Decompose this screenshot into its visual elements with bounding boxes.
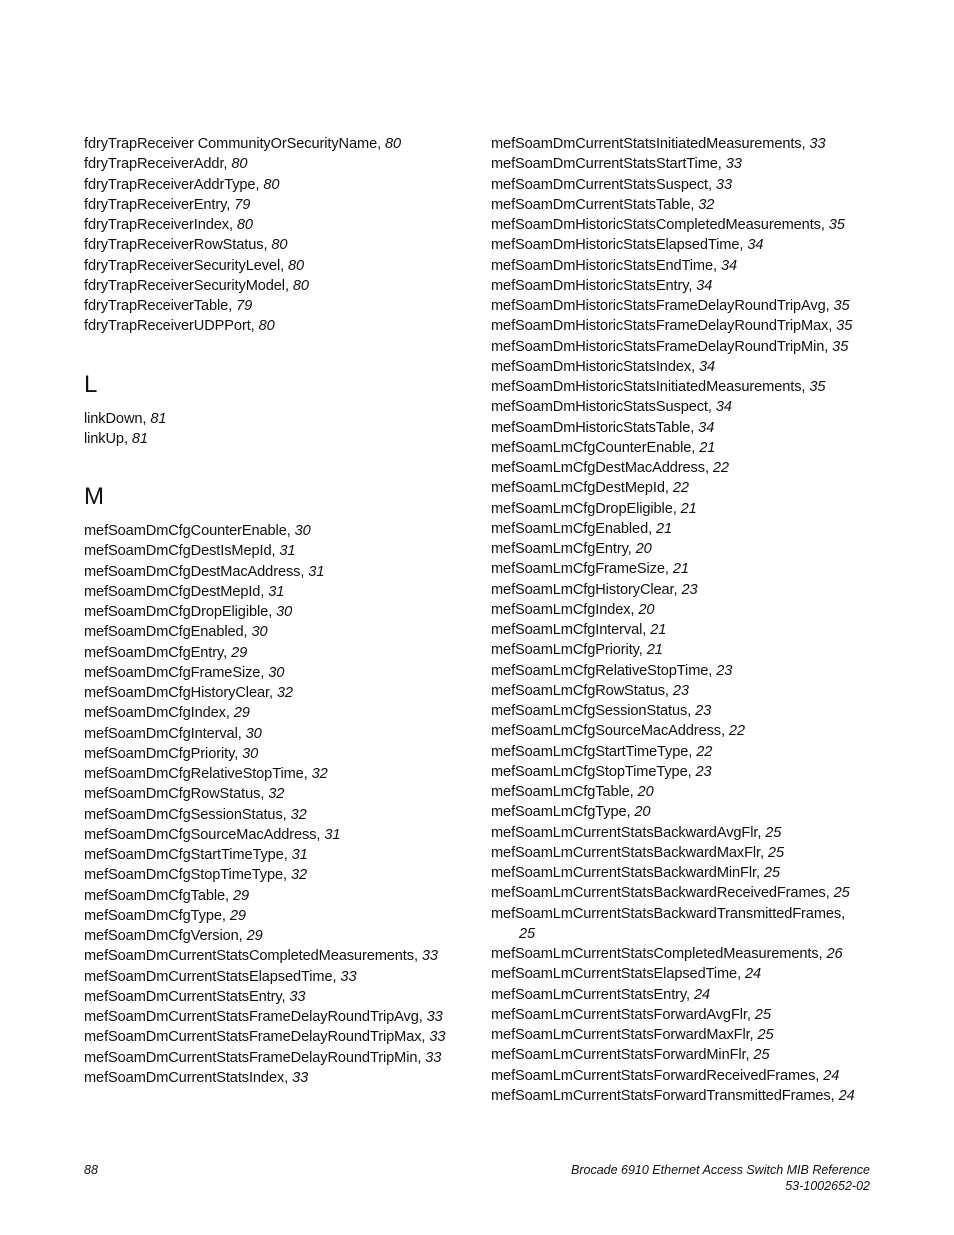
index-page-ref: 25 xyxy=(519,925,536,942)
index-page-ref: 31 xyxy=(308,563,325,580)
index-page-ref: 22 xyxy=(728,723,745,740)
index-entry: mefSoamDmCfgStopTimeType, 32 xyxy=(84,867,307,884)
index-term: mefSoamLmCurrentStatsBackwardMaxFlr xyxy=(491,844,760,861)
index-term: mefSoamDmCurrentStatsElapsedTime xyxy=(84,968,333,985)
index-term: mefSoamDmCurrentStatsFrameDelayRoundTripAvg xyxy=(84,1009,419,1025)
index-page-ref: 35 xyxy=(828,217,845,233)
index-page-ref: 34 xyxy=(747,237,764,254)
index-page-ref: 80 xyxy=(231,156,248,173)
index-term: mefSoamDmCfgSessionStatus xyxy=(84,806,283,823)
index-entry: mefSoamDmCfgTable, 29 xyxy=(84,887,250,904)
index-page-ref: 35 xyxy=(836,318,853,335)
index-page-ref: 29 xyxy=(246,928,263,944)
index-term: mefSoamLmCfgStartTimeType xyxy=(491,743,689,760)
index-term: mefSoamDmCfgRowStatus xyxy=(84,786,261,803)
document-footer xyxy=(571,1162,870,1194)
index-page-ref: 25 xyxy=(833,885,850,902)
index-entry: mefSoamLmCurrentStatsBackwardReceivedFrames, 25 xyxy=(491,885,850,902)
index-term: mefSoamLmCfgDestMacAddress xyxy=(491,460,705,476)
index-entry: mefSoamLmCurrentStatsBackwardTransmittedFrames, 25 xyxy=(491,904,891,945)
index-entry: mefSoamDmCfgSessionStatus, 32 xyxy=(84,806,307,823)
index-term: mefSoamDmCfgType xyxy=(84,907,222,924)
index-term: mefSoamLmCurrentStatsForwardAvgFlr xyxy=(491,1006,747,1023)
index-entry: mefSoamLmCfgTable, 20 xyxy=(491,784,654,800)
index-term: mefSoamDmCfgDestIsMepId xyxy=(84,543,272,560)
index-term: mefSoamDmCfgStopTimeType xyxy=(84,867,284,884)
index-entry: mefSoamDmCfgSourceMacAddress, 31 xyxy=(84,826,341,843)
index-page-ref: 23 xyxy=(695,703,712,719)
index-entry: linkUp, 81 xyxy=(84,430,148,447)
index-page-ref: 25 xyxy=(757,1027,774,1043)
index-page-ref: 35 xyxy=(833,298,850,314)
index-group-m-continued xyxy=(491,134,891,1106)
index-page-ref: 23 xyxy=(695,763,712,780)
index-entry: fdryTrapReceiverAddr, 80 xyxy=(84,156,248,173)
index-entry: mefSoamDmHistoricStatsFrameDelayRoundTripAvg, 35 xyxy=(491,298,850,314)
index-entry: mefSoamDmCfgFrameSize, 30 xyxy=(84,664,285,681)
index-page-ref: 30 xyxy=(251,624,268,641)
index-entry: mefSoamDmCfgDestMepId, 31 xyxy=(84,583,285,600)
index-page-ref: 80 xyxy=(263,176,280,193)
index-term: fdryTrapReceiverIndex xyxy=(84,217,229,233)
index-page-ref: 80 xyxy=(258,318,275,335)
index-page-ref: 33 xyxy=(715,176,732,193)
index-entry: fdryTrapReceiverAddrType, 80 xyxy=(84,176,280,193)
index-entry: mefSoamDmCfgStartTimeType, 31 xyxy=(84,847,308,863)
index-column-right xyxy=(491,134,891,1106)
index-term: linkDown xyxy=(84,410,143,427)
index-term: mefSoamDmCfgIndex xyxy=(84,705,226,722)
index-page-ref: 31 xyxy=(268,583,285,600)
index-page-ref: 35 xyxy=(832,338,849,355)
index-entry: mefSoamDmCurrentStatsStartTime, 33 xyxy=(491,156,742,173)
index-page-ref: 79 xyxy=(236,298,253,314)
index-page-ref: 20 xyxy=(635,541,652,557)
index-page-ref: 34 xyxy=(720,257,737,274)
index-page-ref: 32 xyxy=(276,685,293,701)
index-term: mefSoamDmHistoricStatsElapsedTime xyxy=(491,237,740,254)
index-term: mefSoamLmCfgType xyxy=(491,804,627,821)
index-term: mefSoamDmHistoricStatsSuspect xyxy=(491,399,708,416)
page-number: 88 xyxy=(84,1163,98,1177)
index-page-ref: 21 xyxy=(699,439,716,456)
index-page-ref: 31 xyxy=(279,543,296,560)
index-term: mefSoamLmCfgTable xyxy=(491,784,630,800)
index-page-ref: 25 xyxy=(767,844,784,861)
index-entry: mefSoamDmCurrentStatsFrameDelayRoundTripAvg, 33 xyxy=(84,1009,443,1025)
index-term: mefSoamDmCurrentStatsFrameDelayRoundTripMin xyxy=(84,1049,418,1066)
index-page-ref: 81 xyxy=(150,410,167,427)
index-term: mefSoamDmCurrentStatsIndex xyxy=(84,1069,285,1086)
index-entry: mefSoamLmCfgCounterEnable, 21 xyxy=(491,439,716,456)
index-term: mefSoamDmCfgTable xyxy=(84,887,226,904)
index-term: mefSoamDmCurrentStatsTable xyxy=(491,196,691,213)
index-entry: mefSoamDmCfgType, 29 xyxy=(84,907,246,924)
index-entry: mefSoamLmCfgRowStatus, 23 xyxy=(491,682,689,699)
index-entry: mefSoamLmCurrentStatsBackwardMinFlr, 25 xyxy=(491,865,780,881)
index-term: mefSoamLmCfgRelativeStopTime xyxy=(491,662,709,679)
index-group-f xyxy=(84,134,474,337)
index-page-ref: 81 xyxy=(131,430,148,447)
index-term: mefSoamLmCfgEntry xyxy=(491,541,628,557)
index-term: mefSoamLmCfgRowStatus xyxy=(491,682,665,699)
index-page-ref: 24 xyxy=(823,1067,840,1084)
index-page-ref: 33 xyxy=(292,1069,309,1086)
index-term: mefSoamDmHistoricStatsEntry xyxy=(491,277,689,294)
index-page-ref: 21 xyxy=(672,561,689,578)
index-term: mefSoamLmCfgInterval xyxy=(491,622,643,638)
index-page-ref: 24 xyxy=(745,966,762,983)
index-page-ref: 20 xyxy=(634,804,651,821)
index-term: mefSoamDmCfgFrameSize xyxy=(84,664,261,681)
index-term: mefSoamDmCurrentStatsCompletedMeasurements xyxy=(84,948,414,965)
index-entry: mefSoamDmCurrentStatsCompletedMeasurements, 33 xyxy=(84,948,438,965)
index-term: mefSoamDmHistoricStatsInitiatedMeasurements xyxy=(491,379,802,395)
index-term: mefSoamDmHistoricStatsCompletedMeasurements xyxy=(491,217,821,233)
index-entry: mefSoamLmCurrentStatsEntry, 24 xyxy=(491,986,710,1003)
index-page-ref: 29 xyxy=(233,705,250,722)
index-term: fdryTrapReceiverSecurityLevel xyxy=(84,257,281,274)
index-term: mefSoamLmCfgSourceMacAddress xyxy=(491,723,721,740)
index-entry: mefSoamDmCurrentStatsFrameDelayRoundTripMin, 33 xyxy=(84,1049,442,1066)
index-page-ref: 23 xyxy=(716,662,733,679)
index-entry: mefSoamDmCfgEntry, 29 xyxy=(84,644,248,661)
index-page-ref: 21 xyxy=(656,520,673,537)
index-entry: mefSoamLmCfgSourceMacAddress, 22 xyxy=(491,723,745,740)
index-page-ref: 33 xyxy=(340,968,357,985)
index-letter-heading-m: M xyxy=(84,483,104,510)
index-entry: mefSoamLmCfgEnabled, 21 xyxy=(491,520,673,537)
index-entry: mefSoamDmHistoricStatsIndex, 34 xyxy=(491,358,716,375)
index-entry: mefSoamLmCurrentStatsBackwardMaxFlr, 25 xyxy=(491,844,784,861)
index-page-ref: 34 xyxy=(698,358,716,375)
index-page-ref: 20 xyxy=(637,784,654,800)
index-page-ref: 80 xyxy=(385,136,402,152)
index-entry: mefSoamDmHistoricStatsEndTime, 34 xyxy=(491,257,737,274)
index-term: mefSoamLmCurrentStatsElapsedTime xyxy=(491,966,738,983)
index-page-ref: 80 xyxy=(236,217,253,233)
index-term: mefSoamLmCfgHistoryClear xyxy=(491,581,674,598)
index-page-ref: 31 xyxy=(291,847,308,863)
index-entry: fdryTrapReceiverSecurityModel, 80 xyxy=(84,277,309,294)
index-entry: mefSoamLmCfgType, 20 xyxy=(491,804,651,821)
index-page-ref: 25 xyxy=(753,1047,770,1064)
index-page-ref: 30 xyxy=(276,604,293,620)
index-entry: mefSoamLmCurrentStatsCompletedMeasurements, 26 xyxy=(491,946,843,962)
index-entry: mefSoamLmCfgStopTimeType, 23 xyxy=(491,763,712,780)
index-page-ref: 24 xyxy=(838,1087,855,1104)
index-term: fdryTrapReceiverRowStatus xyxy=(84,237,264,254)
index-page-ref: 33 xyxy=(421,948,438,965)
index-page-ref: 33 xyxy=(725,156,742,173)
index-page-ref: 25 xyxy=(754,1006,771,1023)
index-entry: mefSoamLmCfgSessionStatus, 23 xyxy=(491,703,712,719)
index-entry: mefSoamDmCfgHistoryClear, 32 xyxy=(84,685,293,701)
index-page-ref: 30 xyxy=(268,664,285,681)
index-term: mefSoamLmCfgSessionStatus xyxy=(491,703,688,719)
index-page-ref: 29 xyxy=(229,907,246,924)
index-term: mefSoamDmCurrentStatsEntry xyxy=(84,988,282,1005)
index-term: mefSoamLmCurrentStatsForwardMaxFlr xyxy=(491,1027,750,1043)
document-number: 53-1002652-02 xyxy=(785,1179,870,1193)
index-page-ref: 25 xyxy=(765,824,782,841)
index-page-ref: 25 xyxy=(763,865,780,881)
index-page-ref: 21 xyxy=(650,622,667,638)
index-entry: mefSoamDmCfgPriority, 30 xyxy=(84,745,259,762)
index-page-ref: 32 xyxy=(268,786,285,803)
index-term: mefSoamDmCfgEntry xyxy=(84,644,224,661)
index-term: fdryTrapReceiverAddr xyxy=(84,156,224,173)
index-term: mefSoamLmCurrentStatsForwardReceivedFrames xyxy=(491,1067,816,1084)
index-entry: mefSoamDmHistoricStatsInitiatedMeasurements, 35 xyxy=(491,379,826,395)
index-group-m xyxy=(84,521,474,1088)
index-page-ref: 23 xyxy=(681,581,698,598)
index-entry: mefSoamDmCfgDestIsMepId, 31 xyxy=(84,543,296,560)
index-entry: mefSoamDmCurrentStatsInitiatedMeasurements, 33 xyxy=(491,136,826,152)
index-page-ref: 33 xyxy=(426,1009,443,1025)
index-page-ref: 34 xyxy=(698,419,715,436)
index-page-ref: 22 xyxy=(712,460,729,476)
index-page-ref: 31 xyxy=(324,826,341,843)
index-entry: linkDown, 81 xyxy=(84,410,167,427)
index-entry: mefSoamLmCfgInterval, 21 xyxy=(491,622,667,638)
document-title: Brocade 6910 Ethernet Access Switch MIB Reference xyxy=(571,1163,870,1177)
index-term: mefSoamLmCurrentStatsForwardMinFlr xyxy=(491,1047,746,1064)
index-entry: mefSoamDmCfgInterval, 30 xyxy=(84,725,262,742)
index-entry: mefSoamLmCfgDropEligible, 21 xyxy=(491,500,697,517)
index-page-ref: 32 xyxy=(290,867,307,884)
index-page-ref: 32 xyxy=(290,806,307,823)
index-term: mefSoamDmHistoricStatsEndTime xyxy=(491,257,714,274)
index-term: fdryTrapReceiverSecurityModel xyxy=(84,277,285,294)
index-entry: mefSoamLmCfgHistoryClear, 23 xyxy=(491,581,698,598)
index-entry: mefSoamDmCfgCounterEnable, 30 xyxy=(84,523,311,539)
index-entry: mefSoamLmCfgRelativeStopTime, 23 xyxy=(491,662,733,679)
index-term: mefSoamLmCurrentStatsEntry xyxy=(491,986,687,1003)
index-entry: mefSoamLmCfgDestMacAddress, 22 xyxy=(491,460,729,476)
index-term: mefSoamDmCfgDestMepId xyxy=(84,583,261,600)
index-page-ref: 33 xyxy=(809,136,826,152)
index-term: mefSoamDmCfgStartTimeType xyxy=(84,847,284,863)
index-entry: fdryTrapReceiverTable, 79 xyxy=(84,298,253,314)
index-entry: mefSoamDmCurrentStatsEntry, 33 xyxy=(84,988,306,1005)
index-term: mefSoamLmCurrentStatsBackwardReceivedFrames xyxy=(491,885,826,902)
index-entry: mefSoamLmCfgIndex, 20 xyxy=(491,601,655,618)
index-term: mefSoamDmCfgInterval xyxy=(84,725,238,742)
index-entry: mefSoamDmHistoricStatsEntry, 34 xyxy=(491,277,713,294)
index-page-ref: 23 xyxy=(672,682,689,699)
index-entry: mefSoamDmCurrentStatsSuspect, 33 xyxy=(491,176,732,193)
index-entry: mefSoamDmHistoricStatsFrameDelayRoundTripMax, 35 xyxy=(491,318,853,335)
index-term: mefSoamLmCfgDropEligible xyxy=(491,500,673,517)
index-term: mefSoamLmCfgFrameSize xyxy=(491,561,665,578)
index-term: mefSoamDmHistoricStatsFrameDelayRoundTripAvg xyxy=(491,298,826,314)
index-page-ref: 21 xyxy=(680,500,697,517)
index-entry: fdryTrapReceiverIndex, 80 xyxy=(84,217,253,233)
index-page-ref: 29 xyxy=(231,644,248,661)
index-page-ref: 34 xyxy=(696,277,713,294)
index-term: mefSoamDmCfgHistoryClear xyxy=(84,685,269,701)
index-term: mefSoamDmCfgPriority xyxy=(84,745,235,762)
index-term: fdryTrapReceiver CommunityOrSecurityName xyxy=(84,136,378,152)
index-group-l xyxy=(84,409,474,450)
index-page-ref: 32 xyxy=(311,766,328,782)
index-entry: mefSoamLmCurrentStatsForwardMinFlr, 25 xyxy=(491,1047,770,1064)
index-term: fdryTrapReceiverUDPPort xyxy=(84,318,251,335)
index-page-ref: 33 xyxy=(289,988,306,1005)
index-entry: fdryTrapReceiverEntry, 79 xyxy=(84,196,251,213)
index-term: mefSoamDmCurrentStatsInitiatedMeasurements xyxy=(491,136,802,152)
index-entry: mefSoamLmCurrentStatsForwardTransmittedFrames, 24 xyxy=(491,1087,855,1104)
index-term: mefSoamLmCurrentStatsBackwardMinFlr xyxy=(491,865,756,881)
index-page-ref: 30 xyxy=(245,725,262,742)
index-term: mefSoamDmHistoricStatsFrameDelayRoundTripMin xyxy=(491,338,825,355)
index-term: mefSoamDmCfgCounterEnable xyxy=(84,523,287,539)
index-entry: mefSoamDmHistoricStatsFrameDelayRoundTripMin, 35 xyxy=(491,338,849,355)
index-page-ref: 79 xyxy=(234,196,251,213)
index-entry: mefSoamDmCurrentStatsIndex, 33 xyxy=(84,1069,309,1086)
index-entry: fdryTrapReceiver CommunityOrSecurityName, 80 xyxy=(84,136,402,152)
index-entry: mefSoamDmCfgIndex, 29 xyxy=(84,705,250,722)
index-entry: mefSoamDmCurrentStatsElapsedTime, 33 xyxy=(84,968,357,985)
index-page-ref: 35 xyxy=(809,379,826,395)
index-page-ref: 26 xyxy=(826,946,843,962)
index-page-ref: 32 xyxy=(698,196,715,213)
index-entry: mefSoamDmCurrentStatsFrameDelayRoundTripMax, 33 xyxy=(84,1029,446,1046)
index-term: mefSoamLmCurrentStatsBackwardTransmittedFrames xyxy=(491,905,842,922)
index-entry: mefSoamDmCfgDestMacAddress, 31 xyxy=(84,563,325,580)
index-entry: mefSoamLmCfgStartTimeType, 22 xyxy=(491,743,713,760)
index-term: mefSoamLmCfgPriority xyxy=(491,642,639,659)
index-entry: mefSoamDmHistoricStatsSuspect, 34 xyxy=(491,399,732,416)
index-term: mefSoamDmCfgSourceMacAddress xyxy=(84,826,317,843)
index-entry: mefSoamLmCurrentStatsElapsedTime, 24 xyxy=(491,966,762,983)
index-entry: mefSoamDmCfgRelativeStopTime, 32 xyxy=(84,766,328,782)
index-term: mefSoamDmCfgRelativeStopTime xyxy=(84,766,304,782)
index-term: mefSoamDmHistoricStatsIndex xyxy=(491,358,692,375)
index-page-ref: 33 xyxy=(429,1029,446,1046)
index-term: mefSoamLmCurrentStatsForwardTransmittedFrames xyxy=(491,1087,831,1104)
index-term: mefSoamDmHistoricStatsTable xyxy=(491,419,691,436)
index-entry: mefSoamDmCurrentStatsTable, 32 xyxy=(491,196,715,213)
index-entry: mefSoamLmCfgEntry, 20 xyxy=(491,541,652,557)
index-term: mefSoamDmCfgVersion xyxy=(84,928,239,944)
index-page-ref: 34 xyxy=(715,399,732,416)
index-entry: mefSoamDmCfgEnabled, 30 xyxy=(84,624,268,641)
index-page-ref: 22 xyxy=(696,743,713,760)
index-entry: mefSoamLmCurrentStatsForwardAvgFlr, 25 xyxy=(491,1006,771,1023)
index-entry: mefSoamDmCfgRowStatus, 32 xyxy=(84,786,285,803)
index-entry: mefSoamDmCfgDropEligible, 30 xyxy=(84,604,293,620)
index-entry: fdryTrapReceiverUDPPort, 80 xyxy=(84,318,275,335)
index-page-ref: 33 xyxy=(425,1049,442,1066)
index-entry: mefSoamDmHistoricStatsCompletedMeasurements, 35 xyxy=(491,217,845,233)
index-term: mefSoamDmCurrentStatsFrameDelayRoundTripMax xyxy=(84,1029,422,1046)
index-entry: mefSoamDmHistoricStatsElapsedTime, 34 xyxy=(491,237,764,254)
index-term: mefSoamDmCurrentStatsStartTime xyxy=(491,156,718,173)
index-entry: mefSoamLmCurrentStatsForwardReceivedFrames, 24 xyxy=(491,1067,840,1084)
index-page-ref: 24 xyxy=(693,986,710,1003)
index-entry: mefSoamDmHistoricStatsTable, 34 xyxy=(491,419,715,436)
index-term: mefSoamDmCurrentStatsSuspect xyxy=(491,176,708,193)
index-page-ref: 29 xyxy=(232,887,250,904)
index-entry: mefSoamDmCfgVersion, 29 xyxy=(84,928,263,944)
index-entry: mefSoamLmCurrentStatsForwardMaxFlr, 25 xyxy=(491,1027,774,1043)
index-page-ref: 22 xyxy=(672,480,689,497)
index-entry: fdryTrapReceiverRowStatus, 80 xyxy=(84,237,288,254)
index-letter-heading-l: L xyxy=(84,370,98,398)
index-term: mefSoamLmCfgDestMepId xyxy=(491,480,665,497)
index-entry: mefSoamLmCurrentStatsBackwardAvgFlr, 25 xyxy=(491,824,782,841)
index-term: mefSoamLmCfgEnabled xyxy=(491,520,649,537)
index-term: mefSoamLmCurrentStatsBackwardAvgFlr xyxy=(491,824,758,841)
index-term: linkUp xyxy=(84,430,124,447)
index-page-ref: 21 xyxy=(646,642,663,659)
index-page-ref: 30 xyxy=(242,745,259,762)
index-term: fdryTrapReceiverEntry xyxy=(84,196,227,213)
index-term: mefSoamDmCfgDestMacAddress xyxy=(84,563,301,580)
index-term: mefSoamLmCfgCounterEnable xyxy=(491,439,692,456)
index-term: fdryTrapReceiverAddrType xyxy=(84,176,256,193)
index-page-ref: 30 xyxy=(294,523,311,539)
index-page-ref: 20 xyxy=(638,601,655,618)
index-term: fdryTrapReceiverTable xyxy=(84,298,229,314)
index-entry: mefSoamLmCfgDestMepId, 22 xyxy=(491,480,689,497)
index-entry: mefSoamLmCfgPriority, 21 xyxy=(491,642,663,659)
index-term: mefSoamDmCfgDropEligible xyxy=(84,604,269,620)
index-column-left xyxy=(84,134,474,1088)
index-page-ref: 80 xyxy=(292,277,309,294)
index-page-ref: 80 xyxy=(271,237,288,254)
index-entry: mefSoamLmCfgFrameSize, 21 xyxy=(491,561,689,578)
index-term: mefSoamLmCfgIndex xyxy=(491,601,631,618)
index-term: mefSoamLmCurrentStatsCompletedMeasurements xyxy=(491,946,819,962)
index-page-ref: 80 xyxy=(288,257,305,274)
index-term: mefSoamLmCfgStopTimeType xyxy=(491,763,688,780)
index-term: mefSoamDmHistoricStatsFrameDelayRoundTripMax xyxy=(491,318,829,335)
index-entry: fdryTrapReceiverSecurityLevel, 80 xyxy=(84,257,305,274)
index-term: mefSoamDmCfgEnabled xyxy=(84,624,244,641)
